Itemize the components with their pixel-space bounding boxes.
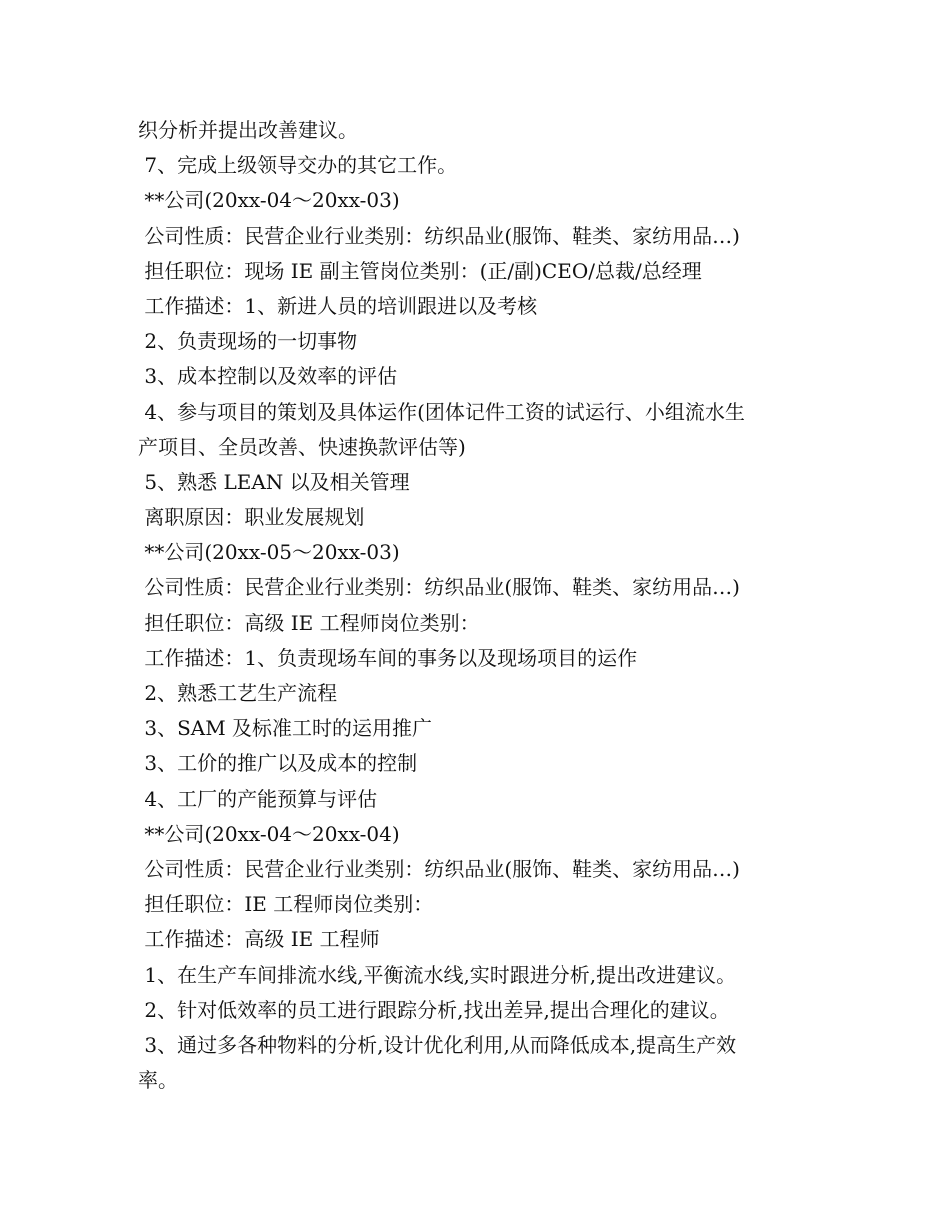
text-line: 2、针对低效率的员工进行跟踪分析,找出差异,提出合理化的建议。 [138, 997, 730, 1022]
company-nature: 公司性质：民营企业行业类别：纺织品业(服饰、鞋类、家纺用品…) [138, 856, 740, 881]
company-heading: **公司(20xx-04～20xx-03) [138, 188, 400, 213]
job-description: 工作描述：1、负责现场车间的事务以及现场项目的运作 [138, 645, 638, 670]
position-line: 担任职位：高级 IE 工程师岗位类别： [138, 610, 480, 635]
text-line: 3、成本控制以及效率的评估 [138, 364, 398, 389]
company-heading: **公司(20xx-04～20xx-04) [138, 821, 400, 846]
text-line: 织分析并提出改善建议。 [138, 118, 358, 142]
company-nature: 公司性质：民营企业行业类别：纺织品业(服饰、鞋类、家纺用品…) [138, 223, 740, 248]
company-nature: 公司性质：民营企业行业类别：纺织品业(服饰、鞋类、家纺用品…) [138, 575, 740, 600]
document-body [138, 113, 828, 1098]
job-description: 工作描述：1、新进人员的培训跟进以及考核 [138, 293, 538, 318]
text-line: 产项目、全员改善、快速换款评估等) [138, 434, 466, 459]
text-line: 4、工厂的产能预算与评估 [138, 786, 378, 811]
text-line: 3、通过多各种物料的分析,设计优化利用,从而降低成本,提高生产效 [138, 1032, 737, 1057]
position-line: 担任职位：IE 工程师岗位类别： [138, 892, 434, 917]
company-heading: **公司(20xx-05～20xx-03) [138, 540, 400, 565]
text-line: 5、熟悉 LEAN 以及相关管理 [138, 469, 410, 494]
text-line: 3、SAM 及标准工时的运用推广 [138, 716, 433, 741]
text-line: 3、工价的推广以及成本的控制 [138, 751, 418, 776]
text-line: 7、完成上级领导交办的其它工作。 [138, 153, 458, 178]
job-description: 工作描述：高级 IE 工程师 [138, 927, 380, 952]
position-line: 担任职位：现场 IE 副主管岗位类别：(正/副)CEO/总裁/总经理 [138, 258, 702, 283]
leave-reason: 离职原因：职业发展规划 [138, 505, 365, 530]
text-line: 2、负责现场的一切事物 [138, 329, 358, 354]
text-line: 率。 [138, 1068, 178, 1093]
text-line: 1、在生产车间排流水线,平衡流水线,实时跟进分析,提出改进建议。 [138, 962, 737, 987]
text-line: 4、参与项目的策划及具体运作(团体记件工资的试运行、小组流水生 [138, 399, 745, 424]
text-line: 2、熟悉工艺生产流程 [138, 681, 338, 705]
